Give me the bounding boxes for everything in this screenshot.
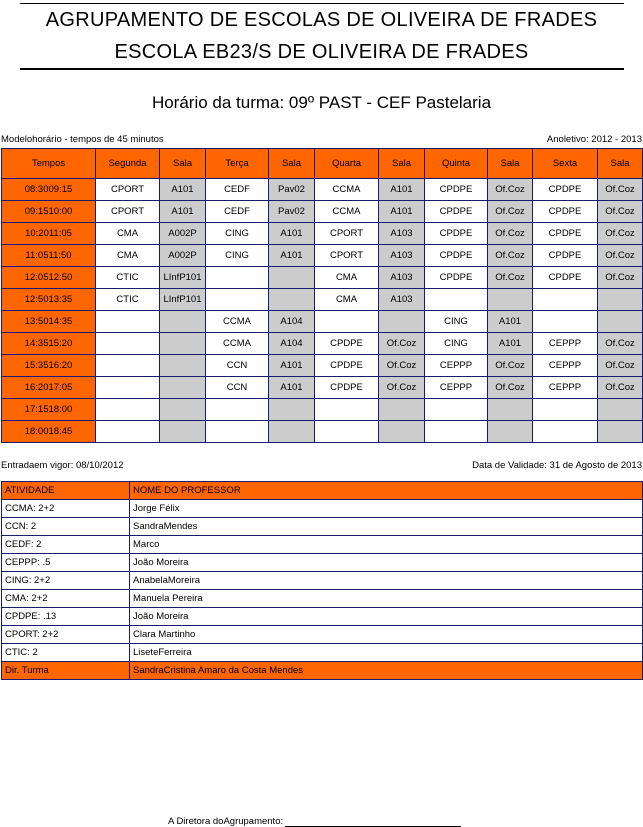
subject-cell xyxy=(533,421,598,443)
schedule-row xyxy=(2,311,643,333)
subject-cell: CCMA xyxy=(206,311,269,333)
room-cell xyxy=(488,421,533,443)
room-cell xyxy=(598,399,643,421)
professor-row xyxy=(2,518,643,536)
schedule-col-header: Sala xyxy=(269,149,315,179)
time-slot: 17:1518:00 xyxy=(2,399,96,421)
schedule-col-header: Sala xyxy=(379,149,425,179)
activity-cell: CING: 2+2 xyxy=(2,572,130,590)
subject-cell: CMA xyxy=(315,267,379,289)
validity-date: Data de Validade: 31 de Agosto de 2013 xyxy=(472,460,642,471)
subject-cell: CPDPE xyxy=(315,333,379,355)
professor-row xyxy=(2,536,643,554)
room-cell xyxy=(379,421,425,443)
schedule-row xyxy=(2,355,643,377)
time-slot: 18:0018:45 xyxy=(2,421,96,443)
schedule-col-header: Quinta xyxy=(425,149,488,179)
time-slot: 09:1510:00 xyxy=(2,201,96,223)
subject-cell: CPDPE xyxy=(425,223,488,245)
room-cell xyxy=(269,421,315,443)
room-cell: Of.Coz xyxy=(488,267,533,289)
time-slot: 10:2011:05 xyxy=(2,223,96,245)
room-cell: A101 xyxy=(269,355,315,377)
entry-date: Entradaem vigor: 08/10/2012 xyxy=(1,460,124,471)
room-cell: Of.Coz xyxy=(379,355,425,377)
room-cell xyxy=(160,421,206,443)
room-cell: A101 xyxy=(269,245,315,267)
professor-name-cell: Marco xyxy=(130,536,643,554)
subject-cell: CEDF xyxy=(206,201,269,223)
professors-header-row xyxy=(2,482,643,500)
schedule-row xyxy=(2,201,643,223)
professor-row xyxy=(2,644,643,662)
professor-name-cell: SandraMendes xyxy=(130,518,643,536)
room-cell xyxy=(379,311,425,333)
school-group-name: AGRUPAMENTO DE ESCOLAS DE OLIVEIRA DE FRADES xyxy=(45,9,598,31)
subject-cell: CPORT xyxy=(315,245,379,267)
subject-cell xyxy=(533,311,598,333)
subject-cell: CPDPE xyxy=(533,201,598,223)
room-cell: A101 xyxy=(160,179,206,201)
subject-cell: CCMA xyxy=(315,201,379,223)
room-cell: A103 xyxy=(379,267,425,289)
room-cell: Of.Coz xyxy=(488,245,533,267)
room-cell: Of.Coz xyxy=(488,355,533,377)
subject-cell: CING xyxy=(206,223,269,245)
activity-cell: CPDPE: .13 xyxy=(2,608,130,626)
subject-cell: CPDPE xyxy=(315,377,379,399)
room-cell: Of.Coz xyxy=(598,333,643,355)
time-slot: 08:3009:15 xyxy=(2,179,96,201)
room-cell: A002P xyxy=(160,245,206,267)
activity-cell: CCMA: 2+2 xyxy=(2,500,130,518)
schedule-header-row xyxy=(2,149,643,179)
professor-row xyxy=(2,554,643,572)
room-cell: Of.Coz xyxy=(488,179,533,201)
activity-cell: CTIC: 2 xyxy=(2,644,130,662)
room-cell xyxy=(269,267,315,289)
subject-cell: CPDPE xyxy=(425,267,488,289)
subject-cell: CING xyxy=(425,333,488,355)
subject-cell xyxy=(96,377,160,399)
professor-name-cell: João Moreira xyxy=(130,554,643,572)
room-cell xyxy=(160,355,206,377)
schedule-row xyxy=(2,421,643,443)
schedule-row xyxy=(2,333,643,355)
subject-cell: CEPPP xyxy=(425,355,488,377)
schedule-row xyxy=(2,377,643,399)
room-cell: A101 xyxy=(379,201,425,223)
subject-cell xyxy=(425,289,488,311)
professor-name-cell: Jorge Félix xyxy=(130,500,643,518)
school-year: Anoletivo: 2012 - 2013 xyxy=(546,134,642,145)
model-note: Modelohorário - tempos de 45 minutos xyxy=(1,134,164,145)
room-cell xyxy=(160,377,206,399)
subject-cell xyxy=(315,311,379,333)
room-cell: A104 xyxy=(269,311,315,333)
subject-cell: CEPPP xyxy=(533,355,598,377)
room-cell xyxy=(488,399,533,421)
subject-cell: CCMA xyxy=(315,179,379,201)
room-cell: Of.Coz xyxy=(379,377,425,399)
subject-cell xyxy=(206,289,269,311)
room-cell xyxy=(488,289,533,311)
page-title: Horário da turma: 09º PAST - CEF Pastelaria xyxy=(151,93,492,112)
schedule-row xyxy=(2,245,643,267)
subject-cell xyxy=(315,399,379,421)
subject-cell xyxy=(425,399,488,421)
schedule-col-header: Quarta xyxy=(315,149,379,179)
activity-cell: CPORT: 2+2 xyxy=(2,626,130,644)
subject-cell xyxy=(206,421,269,443)
subject-cell: CEPPP xyxy=(533,333,598,355)
schedule-row xyxy=(2,179,643,201)
time-slot: 14:3515:20 xyxy=(2,333,96,355)
subject-cell: CCN xyxy=(206,355,269,377)
schedule-table xyxy=(1,148,643,443)
subject-cell: CING xyxy=(425,311,488,333)
room-cell: Pav02 xyxy=(269,201,315,223)
room-cell: A002P xyxy=(160,223,206,245)
subject-cell: CPDPE xyxy=(533,223,598,245)
schedule-col-header: Terça xyxy=(206,149,269,179)
room-cell: A101 xyxy=(379,179,425,201)
subject-cell: CTIC xyxy=(96,267,160,289)
subject-cell: CCMA xyxy=(206,333,269,355)
room-cell xyxy=(269,289,315,311)
room-cell: A101 xyxy=(488,333,533,355)
subject-cell xyxy=(425,421,488,443)
professors-table xyxy=(1,481,643,680)
director-row xyxy=(2,662,643,680)
room-cell: Of.Coz xyxy=(598,377,643,399)
room-cell: Of.Coz xyxy=(598,245,643,267)
time-slot: 15:3516:20 xyxy=(2,355,96,377)
room-cell: Of.Coz xyxy=(598,179,643,201)
signature-label: A Diretora doAgrupamento: xyxy=(168,816,284,827)
room-cell xyxy=(160,399,206,421)
room-cell xyxy=(598,311,643,333)
subject-cell xyxy=(96,421,160,443)
subject-cell xyxy=(533,399,598,421)
activity-cell: CMA: 2+2 xyxy=(2,590,130,608)
subject-cell: CEPPP xyxy=(425,377,488,399)
professor-row xyxy=(2,608,643,626)
schedule-row xyxy=(2,289,643,311)
room-cell: A101 xyxy=(160,201,206,223)
professor-name-cell: LiseteFerreira xyxy=(130,644,643,662)
schedule-col-header: Sexta xyxy=(533,149,598,179)
subject-cell: CPDPE xyxy=(533,179,598,201)
room-cell xyxy=(379,399,425,421)
subject-cell: CPDPE xyxy=(315,355,379,377)
room-cell: A103 xyxy=(379,223,425,245)
room-cell xyxy=(598,289,643,311)
room-cell: Of.Coz xyxy=(488,223,533,245)
director-label: Dir. Turma xyxy=(2,662,130,680)
room-cell xyxy=(160,333,206,355)
time-slot: 13:5014:35 xyxy=(2,311,96,333)
subject-cell xyxy=(96,355,160,377)
subject-cell: CPORT xyxy=(96,201,160,223)
room-cell: Of.Coz xyxy=(598,223,643,245)
room-cell: Of.Coz xyxy=(488,377,533,399)
subject-cell: CPDPE xyxy=(533,267,598,289)
subject-cell xyxy=(315,421,379,443)
subject-cell: CPORT xyxy=(96,179,160,201)
activity-cell: CEPPP: .5 xyxy=(2,554,130,572)
room-cell: Of.Coz xyxy=(598,355,643,377)
subject-cell: CPDPE xyxy=(425,245,488,267)
time-slot: 16:2017:05 xyxy=(2,377,96,399)
subject-cell xyxy=(96,311,160,333)
room-cell: A104 xyxy=(269,333,315,355)
subject-cell: CTIC xyxy=(96,289,160,311)
subject-cell: CCN xyxy=(206,377,269,399)
signature-block xyxy=(168,816,461,827)
signature-line xyxy=(285,817,461,827)
subject-cell: CEPPP xyxy=(533,377,598,399)
schedule-row xyxy=(2,223,643,245)
room-cell: Of.Coz xyxy=(598,267,643,289)
subject-cell: CEDF xyxy=(206,179,269,201)
room-cell xyxy=(160,311,206,333)
professor-name-cell: João Moreira xyxy=(130,608,643,626)
subject-cell: CPDPE xyxy=(425,201,488,223)
subject-cell: CPORT xyxy=(315,223,379,245)
room-cell: A103 xyxy=(379,289,425,311)
subject-cell xyxy=(206,267,269,289)
schedule-col-header: Segunda xyxy=(96,149,160,179)
professor-name-cell: Manuela Pereira xyxy=(130,590,643,608)
room-cell xyxy=(598,421,643,443)
top-rule xyxy=(20,3,624,4)
room-cell: LInfP101 xyxy=(160,267,206,289)
professors-col-header: NOME DO PROFESSOR xyxy=(130,482,643,500)
schedule-row xyxy=(2,267,643,289)
professor-row xyxy=(2,590,643,608)
room-cell: Of.Coz xyxy=(488,201,533,223)
professor-row xyxy=(2,572,643,590)
professor-name-cell: Clara Martinho xyxy=(130,626,643,644)
subject-cell xyxy=(533,289,598,311)
professors-col-header: ATIVIDADE xyxy=(2,482,130,500)
professor-row xyxy=(2,626,643,644)
director-name: SandraCristina Amaro da Costa Mendes xyxy=(130,662,643,680)
room-cell: Of.Coz xyxy=(598,201,643,223)
time-slot: 11:0511:50 xyxy=(2,245,96,267)
schedule-col-header: Sala xyxy=(488,149,533,179)
subject-cell: CMA xyxy=(315,289,379,311)
time-slot: 12:5013:35 xyxy=(2,289,96,311)
schedule-row xyxy=(2,399,643,421)
professor-row xyxy=(2,500,643,518)
subject-cell xyxy=(96,333,160,355)
room-cell: A101 xyxy=(488,311,533,333)
activity-cell: CCN: 2 xyxy=(2,518,130,536)
activity-cell: CEDF: 2 xyxy=(2,536,130,554)
header-divider xyxy=(20,68,624,70)
room-cell xyxy=(269,399,315,421)
subject-cell: CPDPE xyxy=(425,179,488,201)
schedule-col-header: Sala xyxy=(160,149,206,179)
schedule-col-header: Sala xyxy=(598,149,643,179)
subject-cell: CMA xyxy=(96,223,160,245)
subject-cell xyxy=(96,399,160,421)
room-cell: A101 xyxy=(269,223,315,245)
schedule-col-header: Tempos xyxy=(2,149,96,179)
room-cell: Pav02 xyxy=(269,179,315,201)
subject-cell: CPDPE xyxy=(533,245,598,267)
time-slot: 12:0512:50 xyxy=(2,267,96,289)
subject-cell: CMA xyxy=(96,245,160,267)
room-cell: LInfP101 xyxy=(160,289,206,311)
subject-cell xyxy=(206,399,269,421)
subject-cell: CING xyxy=(206,245,269,267)
room-cell: Of.Coz xyxy=(379,333,425,355)
professor-name-cell: AnabelaMoreira xyxy=(130,572,643,590)
room-cell: A101 xyxy=(269,377,315,399)
school-name: ESCOLA EB23/S DE OLIVEIRA DE FRADES xyxy=(114,41,529,63)
room-cell: A103 xyxy=(379,245,425,267)
